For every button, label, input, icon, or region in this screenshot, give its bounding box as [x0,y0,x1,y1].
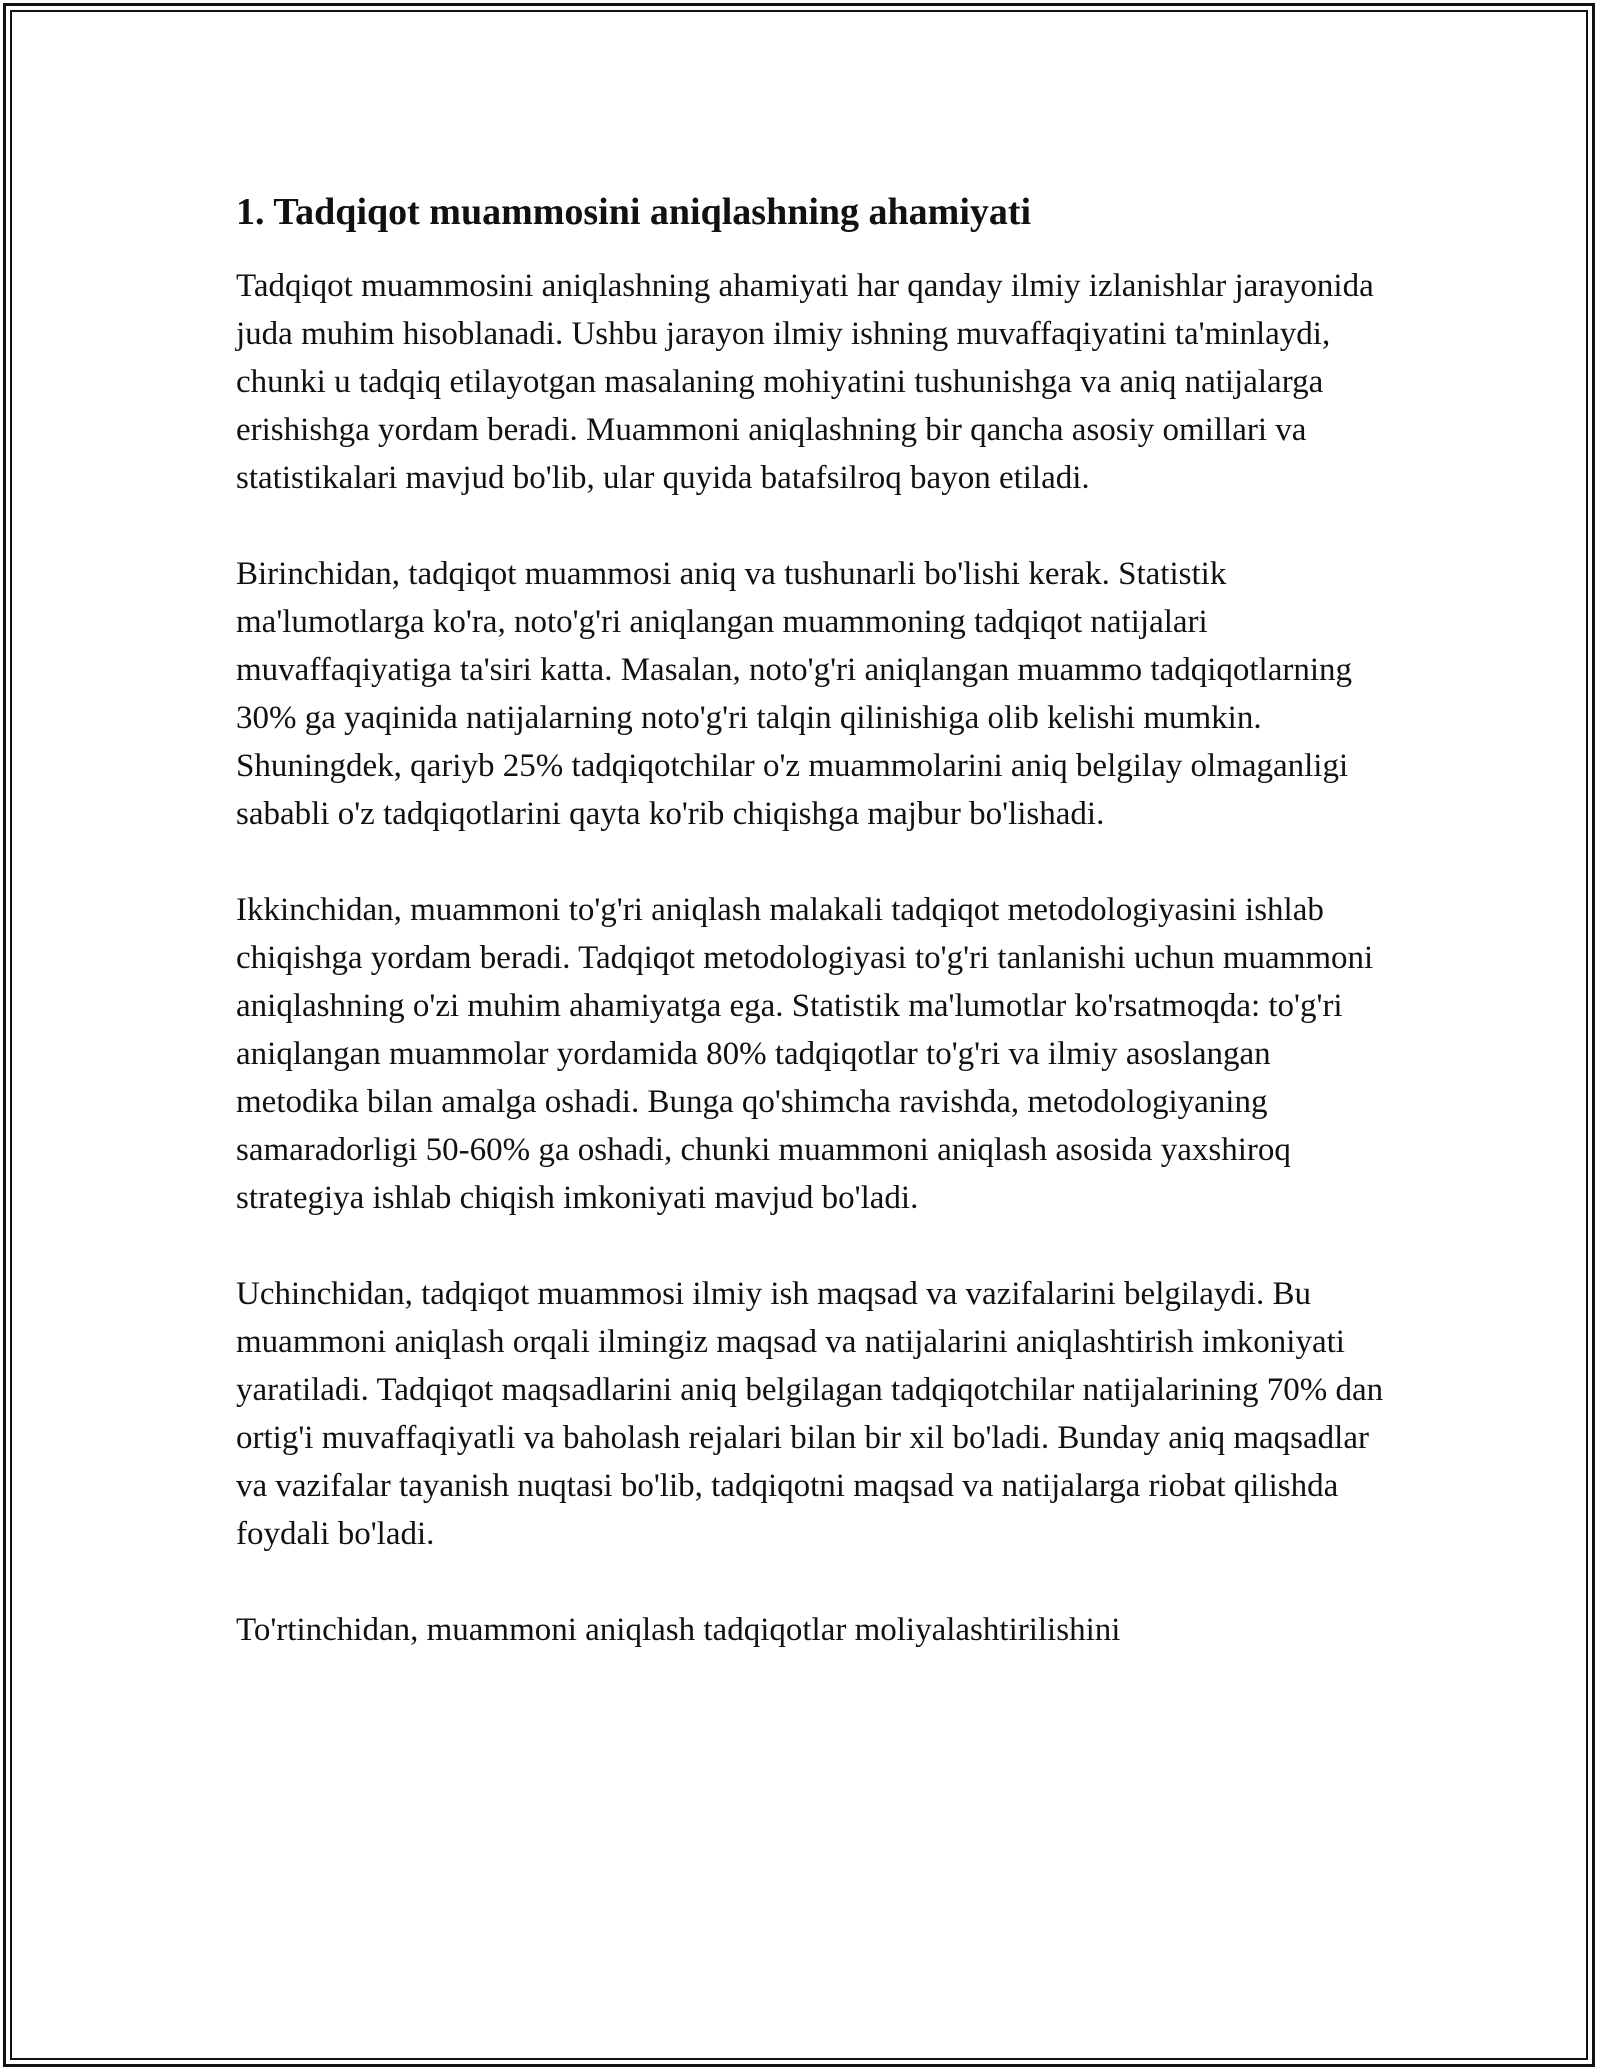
paragraph-intro: Tadqiqot muammosini aniqlashning ahamiyati har qanday ilmiy izlanishlar jarayonida juda muhim hisoblanadi. Ushbu jarayon ilmiy ishning muvaffaqiyatini ta'minlaydi, chunki u tadqiq etilayotgan masalaning mohiyatini tushunishga va aniq natijalarga erishishga yordam beradi. Muammoni aniqlashning bir qancha asosiy omillari va statistikalari mavjud bo'lib, ular quyida batafsilroq bayon etiladi. [236,268,1374,496]
paragraph-fourth: To'rtinchidan, muammoni aniqlash tadqiqotlar moliyalashtirilishini [236,1612,1121,1648]
document-body [236,184,1396,1702]
section-heading: 1. Tadqiqot muammosini aniqlashning ahamiyati [236,191,1032,233]
paragraph-first: Birinchidan, tadqiqot muammosi aniq va tushunarli bo'lishi kerak. Statistik ma'lumotlarga ko'ra, noto'g'ri aniqlangan muammoning tadqiqot natijalari muvaffaqiyatiga ta'siri katta. Masalan, noto'g'ri aniqlangan muammo tadqiqotlarning 30% ga yaqinida natijalarning noto'g'ri talqin qilinishiga olib kelishi mumkin. Shuningdek, qariyb 25% tadqiqotchilar o'z muammolarini aniq belgilay olmaganligi sababli o'z tadqiqotlarini qayta ko'rib chiqishga majbur bo'lishadi. [236,556,1353,832]
paragraph-third: Uchinchidan, tadqiqot muammosi ilmiy ish maqsad va vazifalarini belgilaydi. Bu muammoni aniqlash orqali ilmingiz maqsad va natijalarini aniqlashtirish imkoniyati yaratiladi. Tadqiqot maqsadlarini aniq belgilagan tadqiqotchilar natijalarining 70% dan ortig'i muvaffaqiyatli va baholash rejalari bilan bir xil bo'ladi. Bunday aniq maqsadlar va vazifalar tayanish nuqtasi bo'lib, tadqiqotni maqsad va natijalarga riobat qilishda foydali bo'ladi. [236,1276,1384,1552]
paragraph-second: Ikkinchidan, muammoni to'g'ri aniqlash malakali tadqiqot metodologiyasini ishlab chiqishga yordam beradi. Tadqiqot metodologiyasi to'g'ri tanlanishi uchun muammoni aniqlashning o'zi muhim ahamiyatga ega. Statistik ma'lumotlar ko'rsatmoqda: to'g'ri aniqlangan muammolar yordamida 80% tadqiqotlar to'g'ri va ilmiy asoslangan metodika bilan amalga oshadi. Bunga qo'shimcha ravishda, metodologiyaning samaradorligi 50-60% ga oshadi, chunki muammoni aniqlash asosida yaxshiroq strategiya ishlab chiqish imkoniyati mavjud bo'ladi. [236,892,1374,1216]
